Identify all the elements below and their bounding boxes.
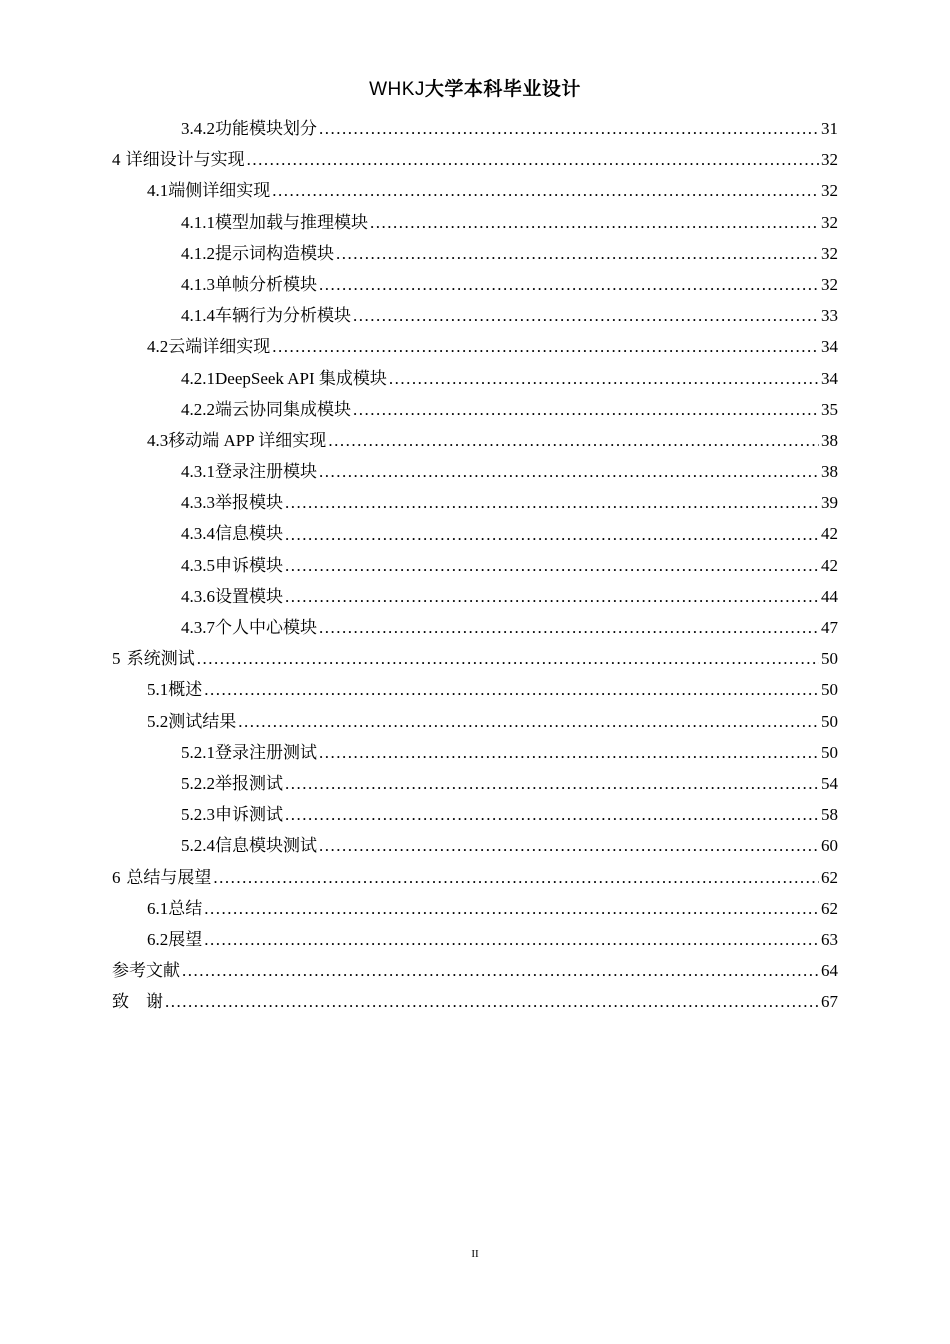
toc-entry-page: 54 (821, 773, 838, 793)
toc-entry-title: 致 谢 (112, 992, 163, 1012)
toc-entry-title: 设置模块 (215, 586, 283, 606)
toc-entry-page: 31 (821, 119, 838, 138)
toc-entry-page: 50 (821, 742, 838, 762)
toc-entry[interactable] (0, 175, 838, 206)
toc-entry-title: 移动端 APP 详细实现 (168, 430, 327, 450)
toc-entry-title: 举报模块 (215, 493, 283, 513)
toc-entry-page: 50 (821, 649, 838, 669)
toc-dot-leader (285, 487, 819, 518)
toc-entry-title: 模型加载与推理模块 (215, 212, 368, 232)
toc-dot-leader (319, 830, 819, 861)
toc-entry-page: 44 (821, 586, 838, 606)
toc-entry-page: 50 (821, 680, 838, 700)
toc-dot-leader (319, 737, 819, 768)
toc-dot-leader (336, 238, 819, 269)
toc-entry-title: 信息模块测试 (215, 836, 317, 856)
toc-entry-number: 4.3.4 (181, 524, 215, 544)
header-university-abbr: WHKJ (369, 79, 425, 100)
toc-entry[interactable] (0, 113, 838, 144)
toc-entry[interactable] (0, 612, 838, 643)
toc-dot-leader (285, 768, 819, 799)
toc-entry-page: 42 (821, 555, 838, 575)
toc-dot-leader (238, 706, 819, 737)
toc-entry-title: 云端详细实现 (168, 337, 271, 357)
toc-entry[interactable] (0, 706, 838, 737)
toc-dot-leader (285, 799, 819, 830)
toc-entry-number: 4.3.1 (181, 462, 215, 482)
toc-entry-page: 60 (821, 836, 838, 856)
toc-entry[interactable] (0, 768, 838, 799)
header-title: 大学本科毕业设计 (424, 78, 581, 100)
toc-entry-number: 4.3.6 (181, 586, 215, 606)
toc-entry-title: 登录注册模块 (215, 462, 317, 482)
toc-entry[interactable] (0, 425, 838, 456)
toc-entry-number: 4.3.3 (181, 493, 215, 513)
toc-entry-page: 34 (821, 337, 838, 357)
toc-entry-title: 个人中心模块 (215, 618, 317, 637)
toc-dot-leader (272, 175, 819, 206)
toc-dot-leader (353, 394, 819, 425)
toc-entry[interactable] (0, 144, 838, 175)
toc-dot-leader (370, 207, 819, 238)
toc-entry[interactable] (0, 238, 838, 269)
toc-entry[interactable] (0, 830, 838, 861)
toc-entry[interactable] (0, 331, 838, 362)
toc-entry-number: 4.1.3 (181, 274, 215, 294)
toc-entry-title: 端侧详细实现 (168, 181, 271, 201)
toc-entry[interactable] (0, 862, 838, 893)
toc-dot-leader (319, 456, 819, 487)
toc-entry-page: 50 (821, 711, 838, 731)
toc-entry[interactable] (0, 518, 838, 549)
toc-entry-page: 58 (821, 805, 838, 825)
toc-entry-number: 5.2.2 (181, 773, 215, 793)
toc-dot-leader (285, 581, 819, 612)
toc-dot-leader (204, 893, 819, 924)
toc-entry-number: 4.1.2 (181, 243, 215, 263)
toc-entry-title: 车辆行为分析模块 (215, 306, 351, 326)
toc-entry-title: 提示词构造模块 (215, 243, 334, 263)
toc-entry-page: 33 (821, 306, 838, 326)
toc-entry[interactable] (0, 456, 838, 487)
toc-dot-leader (204, 924, 819, 955)
toc-dot-leader (319, 612, 819, 643)
toc-dot-leader (197, 643, 819, 674)
toc-dot-leader (328, 425, 819, 456)
toc-entry-number: 4.3.7 (181, 618, 215, 637)
toc-entry[interactable] (0, 799, 838, 830)
page-header (0, 74, 950, 101)
toc-entry-title: 申诉测试 (215, 805, 283, 825)
toc-entry-title: 登录注册测试 (215, 742, 317, 762)
toc-dot-leader (319, 113, 819, 144)
toc-entry-number: 4.1 (147, 181, 169, 201)
toc-entry-page: 32 (821, 150, 838, 170)
toc-entry[interactable] (0, 269, 838, 300)
toc-entry-number: 5.2.1 (181, 742, 215, 762)
toc-entry-title: DeepSeek API 集成模块 (215, 368, 387, 388)
toc-entry-number: 4.1.1 (181, 212, 215, 232)
table-of-contents (0, 113, 950, 1017)
toc-entry-number: 4 (112, 150, 121, 170)
toc-entry-number: 6.1 (147, 898, 169, 918)
toc-entry-page: 67 (821, 992, 838, 1012)
toc-entry-number: 6 (112, 867, 121, 887)
toc-entry-page: 32 (821, 243, 838, 263)
toc-entry-title: 申诉模块 (215, 555, 283, 575)
toc-entry-title: 概述 (168, 680, 203, 700)
toc-entry-title: 测试结果 (168, 711, 237, 731)
toc-entry[interactable] (0, 955, 838, 986)
toc-dot-leader (272, 331, 819, 362)
toc-entry-title: 单帧分析模块 (215, 274, 317, 294)
toc-dot-leader (285, 550, 819, 581)
toc-dot-leader (353, 300, 819, 331)
toc-entry[interactable] (0, 893, 838, 924)
toc-entry-page: 62 (821, 898, 838, 918)
toc-entry-number: 5.1 (147, 680, 169, 700)
toc-entry[interactable] (0, 363, 838, 394)
toc-entry-title: 参考文献 (112, 961, 180, 981)
toc-entry-title: 端云协同集成模块 (215, 399, 351, 419)
toc-entry-page: 38 (821, 430, 838, 450)
toc-entry-page: 62 (821, 867, 838, 887)
toc-entry[interactable] (0, 300, 838, 331)
toc-entry-page: 38 (821, 462, 838, 482)
toc-entry[interactable] (0, 674, 838, 705)
toc-dot-leader (213, 862, 819, 893)
toc-entry-number: 4.2.2 (181, 399, 215, 419)
toc-entry-page: 47 (821, 618, 838, 637)
toc-dot-leader (285, 519, 819, 550)
toc-entry-number: 4.3.5 (181, 555, 215, 575)
toc-entry[interactable] (0, 487, 838, 518)
toc-entry-number: 5.2.4 (181, 836, 215, 856)
toc-entry[interactable] (0, 550, 838, 581)
toc-dot-leader (319, 269, 819, 300)
toc-entry-number: 4.3 (147, 430, 169, 450)
toc-entry-number: 3.4.2 (181, 119, 215, 138)
toc-entry-page: 34 (821, 368, 838, 388)
toc-entry-title: 举报测试 (215, 773, 283, 793)
toc-dot-leader (247, 144, 819, 175)
toc-entry-page: 64 (821, 961, 838, 981)
toc-entry[interactable] (0, 394, 838, 425)
toc-entry-title: 详细设计与实现 (125, 150, 245, 170)
toc-entry-page: 39 (821, 493, 838, 513)
toc-entry[interactable] (0, 924, 838, 955)
toc-entry-number: 6.2 (147, 929, 169, 949)
toc-dot-leader (389, 363, 819, 394)
toc-entry-number: 5.2.3 (181, 805, 215, 825)
toc-entry-number: 4.2 (147, 337, 169, 357)
toc-entry-page: 32 (821, 212, 838, 232)
toc-dot-leader (182, 955, 819, 986)
toc-entry[interactable] (0, 207, 838, 238)
toc-entry-page: 63 (821, 929, 838, 949)
toc-entry-title: 总结与展望 (126, 867, 212, 887)
toc-entry[interactable] (0, 737, 838, 768)
toc-entry-page: 42 (821, 524, 838, 544)
toc-entry-number: 4.1.4 (181, 306, 215, 326)
toc-entry-page: 35 (821, 399, 838, 419)
toc-entry-title: 功能模块划分 (215, 119, 317, 138)
toc-entry-number: 5 (112, 649, 121, 669)
toc-dot-leader (165, 986, 819, 1017)
toc-entry-title: 信息模块 (215, 524, 283, 544)
toc-entry-title: 系统测试 (126, 649, 195, 669)
toc-entry[interactable] (0, 581, 838, 612)
toc-entry-number: 4.2.1 (181, 368, 215, 388)
toc-entry-title: 展望 (168, 929, 203, 949)
toc-entry-number: 5.2 (147, 711, 169, 731)
toc-entry-title: 总结 (168, 898, 203, 918)
toc-entry-page: 32 (821, 274, 838, 294)
page-number: II (471, 1248, 479, 1260)
toc-dot-leader (204, 674, 819, 705)
toc-entry-page: 32 (821, 181, 838, 201)
toc-entry[interactable] (0, 643, 838, 674)
toc-entry[interactable] (0, 986, 838, 1017)
